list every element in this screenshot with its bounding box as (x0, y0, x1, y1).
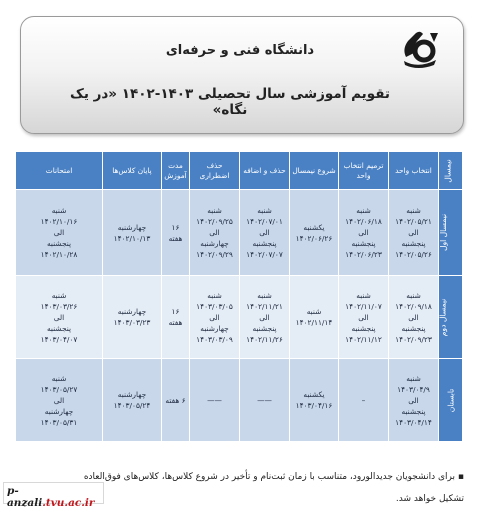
classes-end-cell: چهارشنبه ۱۴۰۲/۱۰/۱۳ (103, 190, 162, 276)
course-selection-cell: شنبه ۱۴۰۲/۰۹/۱۸ الی پنجشنبه ۱۴۰۲/۰۹/۲۳ (389, 276, 439, 359)
academic-calendar-table (15, 151, 462, 441)
watermark-prefix: p-anzali (7, 485, 43, 509)
semester-label: تابستان (439, 359, 463, 442)
table-header-row (16, 152, 463, 190)
duration-cell: ۶ هفته (162, 359, 190, 442)
course-selection-cell: شنبه ۱۴۰۳/۰۴/۹ الی پنجشنبه ۱۴۰۳/۰۴/۱۴ (389, 359, 439, 442)
table-row (16, 276, 463, 359)
footnote-line-2: تشکیل خواهد شد. (395, 494, 464, 504)
column-header-add-drop: حذف و اضافه (240, 152, 290, 190)
add-drop-cell: شنبه ۱۴۰۲/۱۱/۲۱ الی پنجشنبه ۱۴۰۲/۱۱/۲۶ (240, 276, 290, 359)
exams-cell: شنبه ۱۴۰۲/۱۰/۱۶ الی پنجشنبه ۱۴۰۲/۱۰/۲۸ (16, 190, 103, 276)
column-header-exams: امتحانات (16, 152, 103, 190)
emergency-drop-cell: —— (190, 359, 240, 442)
emergency-drop-cell: شنبه ۱۴۰۳/۰۳/۰۵ الی چهارشنبه ۱۴۰۳/۰۳/۰۹ (190, 276, 240, 359)
column-header-emergency-drop: حذف اضطراری (190, 152, 240, 190)
site-watermark (3, 482, 104, 509)
duration-cell: ۱۶ هفته (162, 190, 190, 276)
add-drop-cell: شنبه ۱۴۰۲/۰۷/۰۱ الی پنجشنبه ۱۴۰۲/۰۷/۰۷ (240, 190, 290, 276)
course-selection-cell: شنبه ۱۴۰۲/۰۵/۲۱ الی پنجشنبه ۱۴۰۲/۰۵/۲۶ (389, 190, 439, 276)
classes-end-cell: چهارشنبه ۱۴۰۳/۰۳/۲۳ (103, 276, 162, 359)
column-header-classes-end: پایان کلاس‌ها (103, 152, 162, 190)
semester-start-cell: یکشنبه ۱۴۰۳/۰۴/۱۶ (290, 359, 339, 442)
course-adjustment-cell: شنبه ۱۴۰۲/۱۱/۰۷ الی پنجشنبه ۱۴۰۲/۱۱/۱۲ (339, 276, 389, 359)
course-adjustment-cell: شنبه ۱۴۰۲/۰۶/۱۸ الی پنجشنبه ۱۴۰۲/۰۶/۲۳ (339, 190, 389, 276)
course-adjustment-cell: – (339, 359, 389, 442)
duration-cell: ۱۶ هفته (162, 276, 190, 359)
column-header-course-selection: انتخاب واحد (389, 152, 439, 190)
column-header-course-adjustment: ترمیم انتخاب واحد (339, 152, 389, 190)
footnote-line-1: برای دانشجویان جدیدالورود، متناسب با زمان ثبت‌نام و تأخیر در شروع کلاس‌ها، کلاس‌های فوق‌العاده (83, 472, 456, 482)
table-row (16, 359, 463, 442)
semester-label: نیمسال دوم (439, 276, 463, 359)
classes-end-cell: چهارشنبه ۱۴۰۳/۰۵/۲۴ (103, 359, 162, 442)
column-header-duration: مدت آموزش (162, 152, 190, 190)
bullet-icon: ▪ (457, 472, 464, 482)
exams-cell: شنبه ۱۴۰۳/۰۵/۲۷ الی چهارشنبه ۱۴۰۳/۰۵/۳۱ (16, 359, 103, 442)
university-name: دانشگاه فنی و حرفه‌ای (165, 43, 315, 58)
university-logo-icon (398, 27, 442, 69)
table-row (16, 190, 463, 276)
column-header-semester: نیمسال (439, 152, 463, 190)
watermark-suffix: .tvu.ac.ir (42, 497, 95, 509)
column-header-semester-start: شروع نیمسال (290, 152, 339, 190)
semester-start-cell: شنبه ۱۴۰۲/۱۱/۱۴ (290, 276, 339, 359)
semester-start-cell: یکشنبه ۱۴۰۲/۰۶/۲۶ (290, 190, 339, 276)
semester-label: نیمسال اول (439, 190, 463, 276)
emergency-drop-cell: شنبه ۱۴۰۲/۰۹/۲۵ الی چهارشنبه ۱۴۰۲/۰۹/۲۹ (190, 190, 240, 276)
calendar-title: تقویم آموزشی سال تحصیلی ۱۴۰۳-۱۴۰۲ «در یک نگاه» (70, 86, 390, 118)
exams-cell: شنبه ۱۴۰۳/۰۳/۲۶ الی پنجشنبه ۱۴۰۳/۰۴/۰۷ (16, 276, 103, 359)
add-drop-cell: —— (240, 359, 290, 442)
